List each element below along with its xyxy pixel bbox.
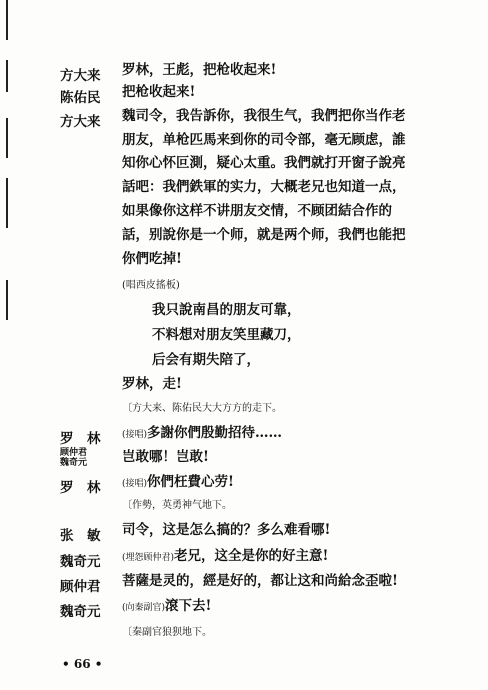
speaker-name: 魏奇元	[60, 604, 101, 620]
speaker-name: 顾仲君	[60, 579, 101, 595]
binding-rule-mark	[6, 60, 8, 92]
stage-direction: 〔秦副官狼狈地下。	[122, 627, 212, 638]
dialogue-text: 滾下去!	[165, 598, 212, 614]
speaker-name: 罗 林	[60, 431, 101, 447]
speaker-name: 张 敏	[60, 528, 101, 544]
dialogue-line: 罗林，王彪，把枪收起来!	[122, 62, 277, 78]
dialogue-line: 司令，这是怎么搞的？多么难看哪!	[122, 522, 331, 538]
dialogue-line	[122, 550, 328, 564]
speaker-name: 罗 林	[60, 480, 101, 496]
speaker-name: 顾仲君	[60, 448, 88, 458]
speaker-name: 方大来	[60, 114, 101, 130]
stage-direction: 〔方大来、陈佑民大大方方的走下。	[122, 403, 282, 414]
action-note: (向秦副官)	[122, 603, 166, 613]
dialogue-line: 如果像你这样不讲朋友交情，不顾团結合作的	[122, 203, 392, 219]
verse-line: 后会有期失陪了，	[152, 352, 260, 368]
speaker-name: 魏奇元	[60, 458, 88, 468]
page-number: • 66 •	[62, 657, 103, 671]
speaker-name: 魏奇元	[60, 554, 101, 570]
dialogue-line: 罗林，走!	[122, 376, 182, 392]
speaker-pair	[60, 448, 87, 468]
dialogue-text: 老兄，这全是你的好主意!	[174, 548, 329, 564]
dialogue-line: 話，别說你是一个师，就是两个师，我們也能把	[122, 227, 406, 243]
dialogue-line: 知你心怀叵測，疑心太重。我們就打开窗子說亮	[122, 155, 406, 171]
action-note: (接唱)	[122, 479, 148, 489]
dialogue-line	[122, 427, 282, 441]
binding-rule-mark	[6, 178, 8, 228]
speaker-name: 方大来	[60, 68, 101, 84]
dialogue-text: 多謝你們殷勤招待……	[147, 425, 283, 441]
verse-line: 我只說南昌的朋友可靠，	[152, 302, 301, 318]
binding-rule-mark	[6, 118, 8, 158]
verse-line: 不料想对朋友笑里藏刀，	[152, 327, 301, 343]
dialogue-line: 岂敢哪！岂敢!	[122, 449, 209, 465]
action-note: (接唱)	[122, 430, 148, 440]
binding-rule-mark	[6, 280, 8, 320]
stage-direction: 〔作勢，英勇神气地下。	[122, 500, 232, 511]
dialogue-line: 把枪收起来!	[122, 84, 196, 100]
dialogue-text: 你們枉費心劳!	[147, 474, 234, 490]
dialogue-line: 你們吃掉!	[122, 251, 182, 267]
dialogue-line: 魏司令，我告訴你，我很生气，我們把你当作老	[122, 108, 406, 124]
dialogue-line: 菩薩是灵的，經是好的，都让这和尚給念歪啦!	[122, 573, 398, 589]
dialogue-line	[122, 476, 234, 490]
binding-rule-mark	[6, 0, 8, 40]
dialogue-line: 朋友，单枪匹馬来到你的司令部，毫无顾虑，誰	[122, 132, 406, 148]
stage-direction: (唱西皮搖板)	[122, 280, 180, 291]
dialogue-line: 話吧：我們鉄軍的实力，大概老兄也知道一点，	[122, 179, 406, 195]
dialogue-line	[122, 600, 211, 614]
speaker-name: 陈佑民	[60, 90, 101, 106]
action-note: (埋怨顾仲君)	[122, 553, 175, 563]
